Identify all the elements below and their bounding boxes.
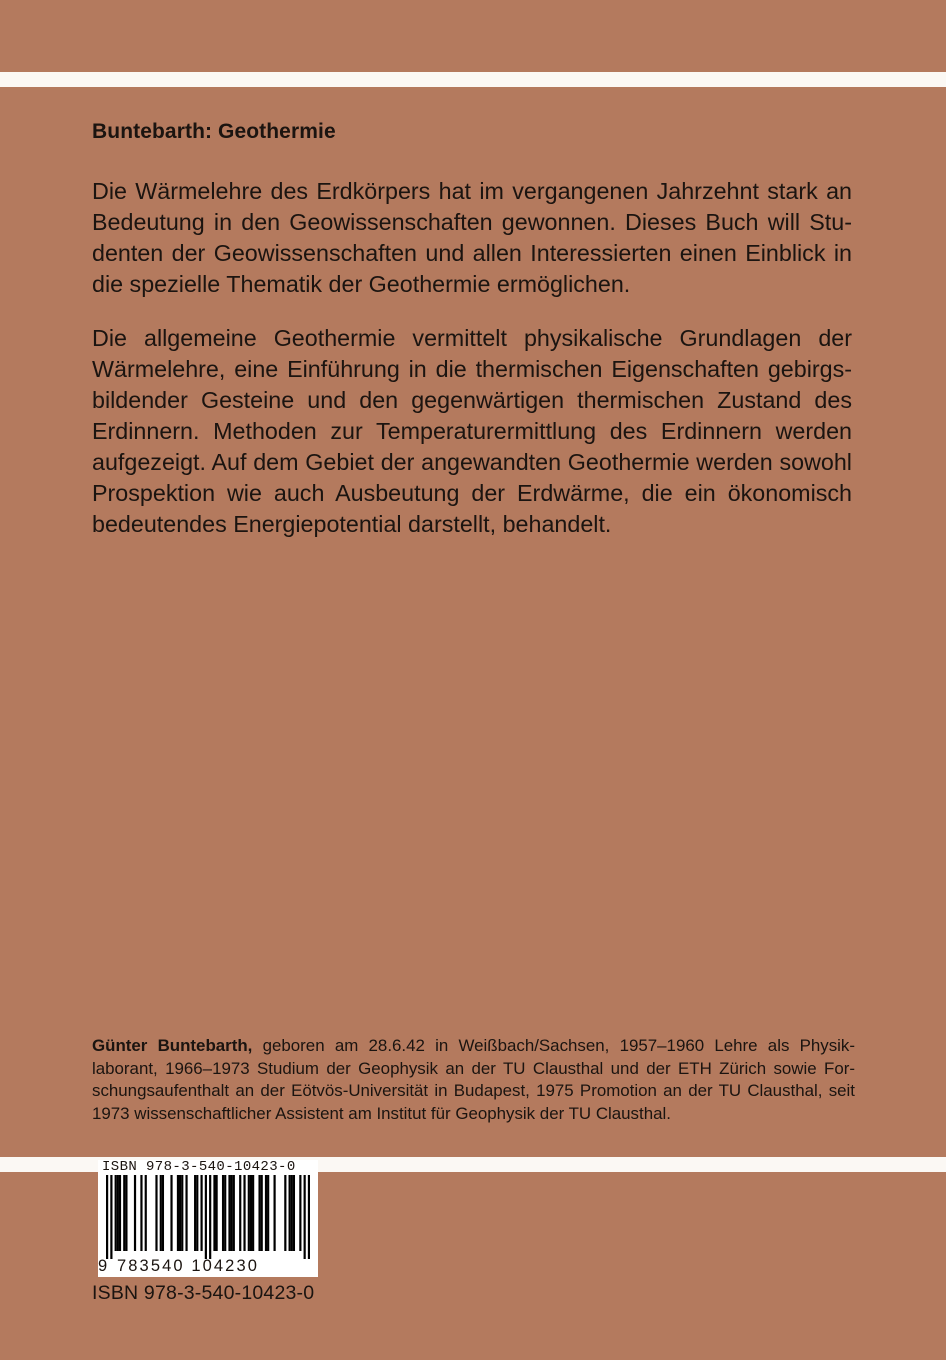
barcode-bar (261, 1175, 263, 1251)
barcode-isbn-label: ISBN 978-3-540-10423-0 (102, 1160, 296, 1175)
barcode-bar (123, 1175, 125, 1251)
barcode-bar (160, 1175, 162, 1251)
barcode-bar (209, 1175, 211, 1259)
top-stripe (0, 72, 946, 87)
barcode-bar (181, 1175, 183, 1251)
barcode-bar (228, 1175, 230, 1251)
barcode-bar (289, 1175, 291, 1251)
author-bio-text: geboren am 28.6.42 in Weißbach/Sachsen, 1957–1960 Lehre als Physiklaborant, 1966–1973 Studium der Geophysik an der TU Clausthal und der ETH Zürich sowie Forschungsaufenthalt an der Eötvös-Universität in Budapest, 1975 Promotion an der TU Clausthal, seit 1973 wissenschaftlicher Assistent am Institut für Geophysik der TU Clausthal. (92, 1036, 855, 1123)
barcode-bar (243, 1175, 245, 1251)
barcode-bar (170, 1175, 172, 1251)
barcode-bar (213, 1175, 215, 1251)
barcode-bar (233, 1175, 235, 1251)
barcode-bar (145, 1175, 147, 1251)
barcode-bar (177, 1175, 179, 1251)
barcode-bar (273, 1175, 275, 1251)
barcode-bar (250, 1175, 252, 1251)
barcode-bar (185, 1175, 187, 1251)
barcode-bar (222, 1175, 224, 1251)
barcode-bar (155, 1175, 157, 1251)
author-bio (92, 1035, 855, 1125)
barcode-bar (265, 1175, 267, 1251)
description-paragraph-2: Die allgemeine Geothermie vermittelt physikalische Grundlagen der Wärmelehre, eine Einführung in die thermischen Eigenschaften gebirgsbildender Gesteine und den gegenwärtigen thermischen Zustand des Erdinnern. Methoden zur Temperaturermittlung des Erdinnern werden aufgezeigt. Auf dem Gebiet der angewandten Geothermie werden sowohl Prospektion wie auch Ausbeutung der Erdwärme, die ein ökonomisch bedeutendes Energiepotential darstellt, behandelt. (92, 325, 852, 537)
barcode-bar (125, 1175, 127, 1251)
barcode (98, 1160, 318, 1277)
barcode-bar (299, 1175, 301, 1251)
barcode-bar (162, 1175, 164, 1251)
barcode-bar (293, 1175, 295, 1251)
barcode-bar (267, 1175, 269, 1251)
barcode-bar (284, 1175, 286, 1251)
description-paragraph-1: Die Wärmelehre des Erdkörpers hat im vergangenen Jahrzehnt stark an Bedeutung in den Geowissenschaften gewonnen. Dieses Buch will Studenten der Geowissenschaften und allen Interessierten einen Einblick in die spezielle Thematik der Geothermie ermöglichen. (92, 178, 852, 297)
barcode-bar (196, 1175, 198, 1251)
barcode-bar (106, 1175, 108, 1259)
barcode-bar (258, 1175, 260, 1251)
barcode-bar (200, 1175, 202, 1251)
book-title: Buntebarth: Geothermie (92, 120, 336, 143)
barcode-digits: 783540 104230 (117, 1257, 260, 1275)
barcode-bar (231, 1175, 233, 1251)
barcode-bar (248, 1175, 250, 1251)
barcode-bar (134, 1175, 136, 1251)
barcode-bar (216, 1175, 218, 1251)
barcode-bar (179, 1175, 181, 1251)
barcode-bar (304, 1175, 306, 1259)
author-name: Günter Buntebarth, (92, 1036, 253, 1055)
barcode-bar (308, 1175, 310, 1259)
barcode-bars (106, 1175, 310, 1259)
barcode-bar (140, 1175, 142, 1251)
barcode-bar (119, 1175, 121, 1251)
barcode-bar (205, 1175, 207, 1259)
barcode-bar (194, 1175, 196, 1251)
barcode-bar (115, 1175, 117, 1251)
barcode-bar (117, 1175, 119, 1251)
barcode-bar (252, 1175, 254, 1251)
isbn-text: ISBN 978-3-540-10423-0 (92, 1282, 315, 1304)
barcode-bar (239, 1175, 241, 1251)
barcode-first-digit: 9 (98, 1257, 108, 1275)
barcode-bar (224, 1175, 226, 1251)
barcode-bar (110, 1175, 112, 1259)
barcode-bar (291, 1175, 293, 1251)
